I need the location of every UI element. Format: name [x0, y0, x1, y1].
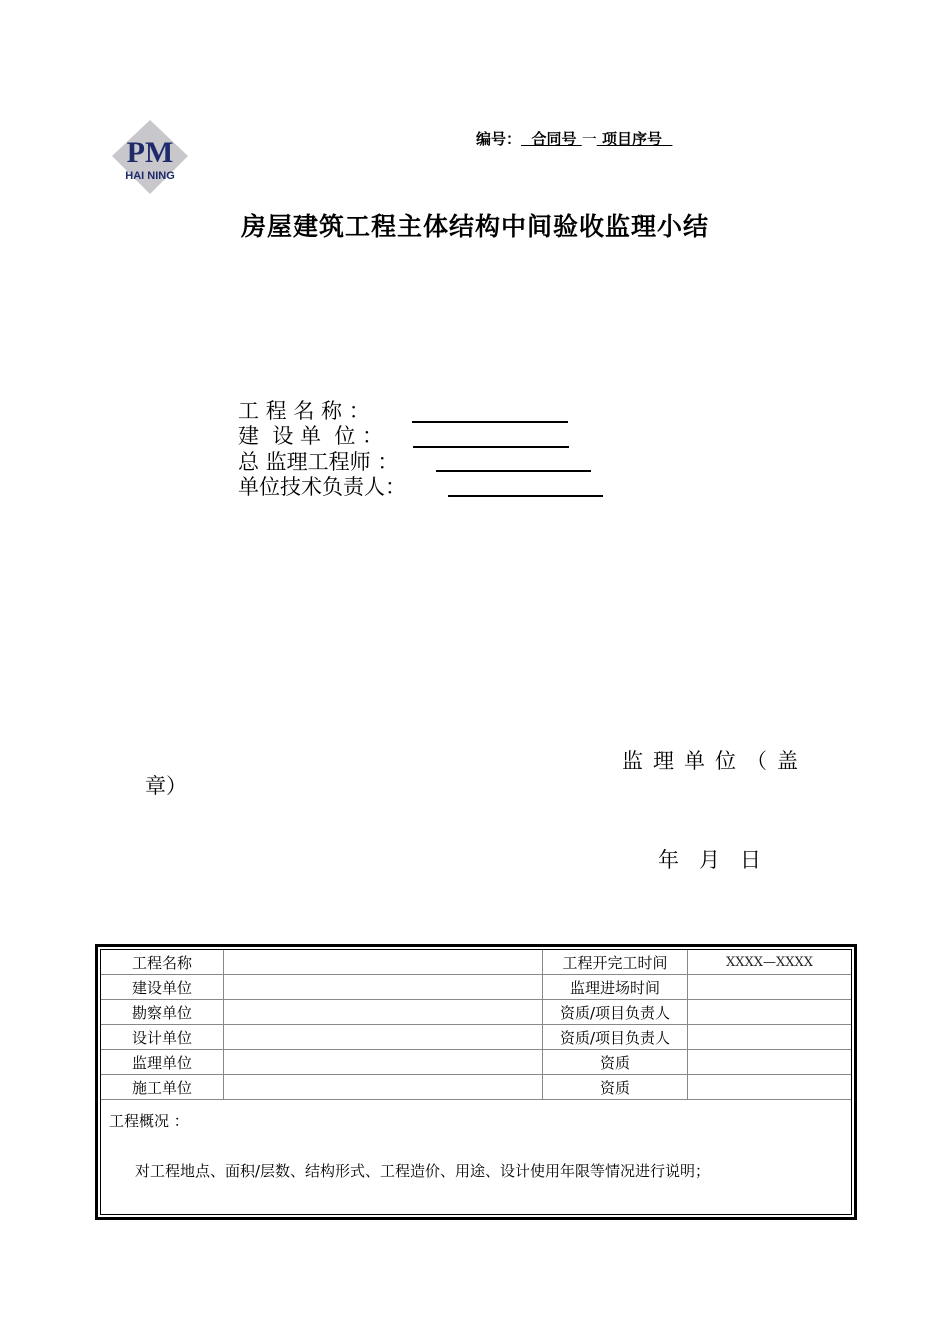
company-logo — [108, 118, 192, 198]
client-unit-blank[interactable] — [413, 446, 569, 448]
row-label: 监理单位 — [101, 1050, 224, 1075]
row-label: 建设单位 — [101, 975, 224, 1000]
row-value-cell[interactable] — [224, 1000, 543, 1025]
chief-supervisor-blank[interactable] — [436, 470, 591, 472]
row-value-cell[interactable] — [224, 950, 543, 975]
technical-lead-label: 单位技术负责人： — [238, 475, 406, 499]
row-value-cell[interactable] — [224, 1075, 543, 1100]
row-label: 设计单位 — [101, 1025, 224, 1050]
seal-text-line2: 章） — [145, 774, 187, 798]
contract-number: 合同号 — [531, 130, 577, 148]
date-line: 年 月 日 — [658, 848, 762, 872]
table-row — [101, 975, 851, 1000]
table-row — [101, 1050, 851, 1075]
project-name-label: 工 程 名 称 ： — [238, 399, 370, 423]
seal-text-line1: 监理单位（盖 — [622, 749, 808, 773]
project-name-blank[interactable] — [412, 421, 568, 423]
code-label: 编号： — [476, 130, 522, 148]
technical-lead-blank[interactable] — [448, 495, 603, 497]
logo-main-text: PM — [126, 136, 174, 169]
row-label: 施工单位 — [101, 1075, 224, 1100]
table-row — [101, 1025, 851, 1050]
row-label: 勘察单位 — [101, 1000, 224, 1025]
project-number: 项目序号 — [601, 130, 662, 148]
row-label-2: 资质/项目负责人 — [543, 1025, 688, 1050]
row-value-cell[interactable] — [224, 975, 543, 1000]
row-label-2: 资质 — [543, 1050, 688, 1075]
row-label-2: 工程开完工时间 — [543, 950, 688, 975]
row-value-cell-2[interactable] — [688, 1050, 852, 1075]
row-value-cell-2[interactable]: XXXX—XXXX — [688, 950, 852, 975]
overview-label: 工程概况 ： — [109, 1112, 189, 1130]
overview-text: 对工程地点、面积/层数、结构形式、工程造价、用途、设计使用年限等情况进行说明； — [135, 1162, 711, 1180]
project-info-table — [95, 944, 857, 1220]
table-row — [101, 1000, 851, 1025]
row-label-2: 监理进场时间 — [543, 975, 688, 1000]
row-value-cell[interactable] — [224, 1025, 543, 1050]
row-label: 工程名称 — [101, 950, 224, 975]
code-separator: 一 — [581, 130, 597, 148]
row-value-cell-2[interactable] — [688, 975, 852, 1000]
table-row — [101, 1075, 851, 1100]
document-title: 房屋建筑工程主体结构中间验收监理小结 — [240, 212, 709, 241]
row-value-cell-2[interactable] — [688, 1000, 852, 1025]
row-value-cell[interactable] — [224, 1050, 543, 1075]
client-unit-label: 建 设 单 位 ： — [238, 424, 384, 448]
document-number — [476, 128, 672, 149]
row-label-2: 资质/项目负责人 — [543, 1000, 688, 1025]
table-row — [101, 950, 851, 975]
logo-graphic — [108, 118, 192, 198]
row-label-2: 资质 — [543, 1075, 688, 1100]
chief-supervisor-label: 总 监理工程师 ： — [238, 450, 399, 474]
row-value-cell-2[interactable] — [688, 1025, 852, 1050]
logo-sub-text: HAI NING — [125, 170, 175, 182]
table-body — [101, 950, 851, 1100]
row-value-cell-2[interactable] — [688, 1075, 852, 1100]
